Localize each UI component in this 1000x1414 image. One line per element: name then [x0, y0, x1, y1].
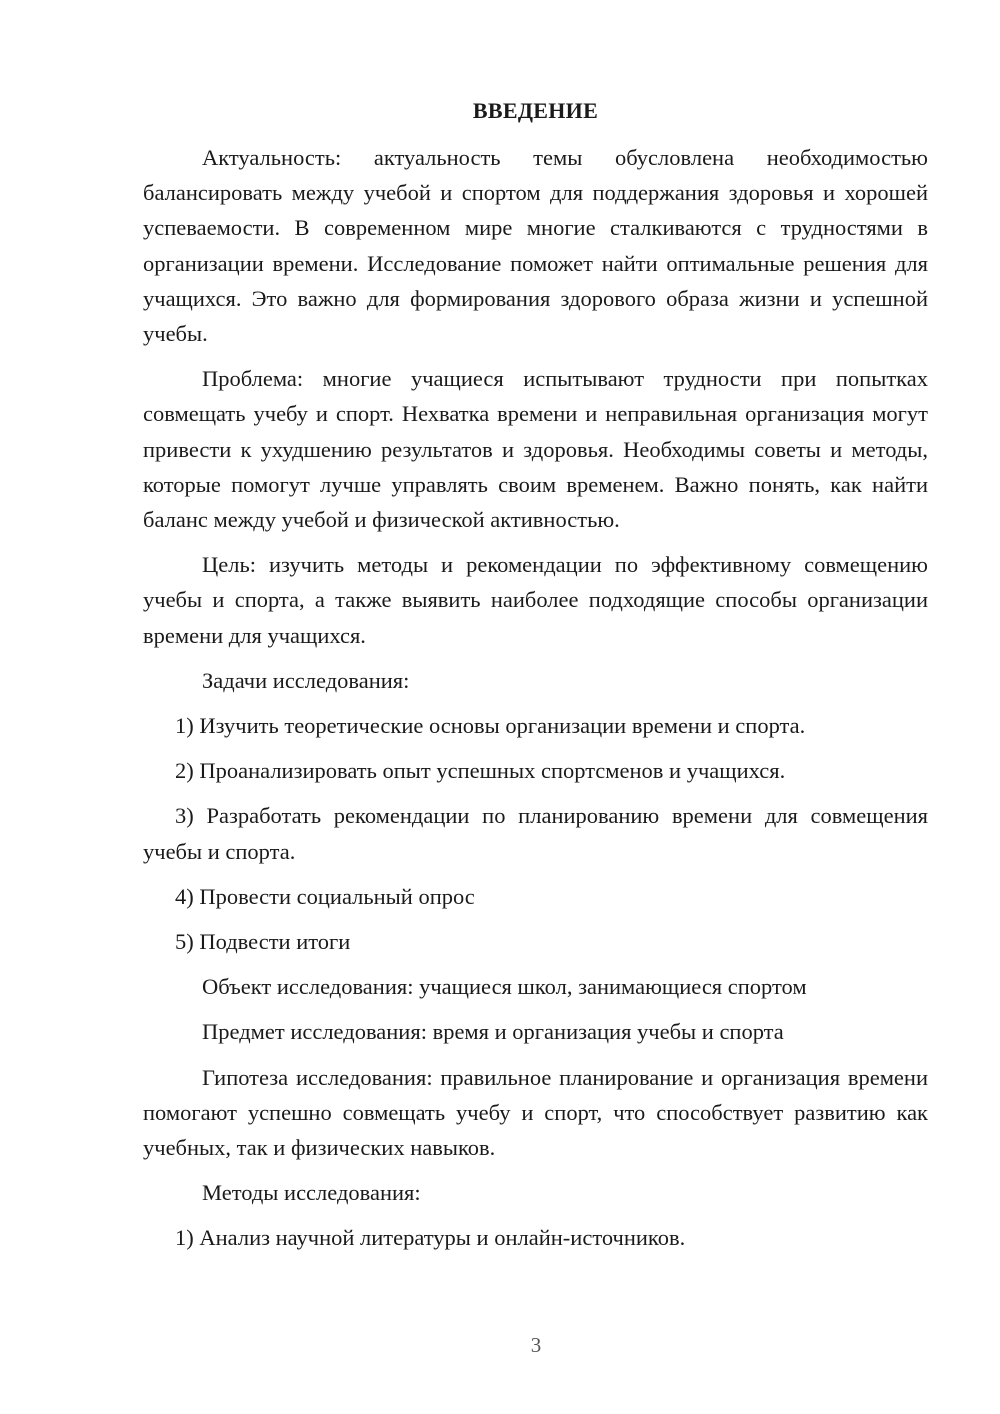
task-item: 3) Разработать рекомендации по планированию времени для совмещения учебы и спорта.: [143, 803, 928, 864]
paragraph-relevance: Актуальность: актуальность темы обусловлена необходимостью балансировать между учебой и спортом для поддержания здоровья и хорошей успеваемости. В современном мире многие сталкиваются с трудностями в организации времени. Исследование поможет найти оптимальные решения для учащихся. Это важно для формирования здорового образа жизни и успешной учебы.: [143, 145, 928, 347]
paragraph-goal: Цель: изучить методы и рекомендации по эффективному совмещению учебы и спорта, а также выявить наиболее подходящие способы организации времени для учащихся.: [143, 552, 928, 648]
research-object: Объект исследования: учащиеся школ, занимающиеся спортом: [202, 974, 807, 1000]
tasks-heading: Задачи исследования:: [202, 667, 410, 693]
page-content: [143, 97, 928, 1266]
method-item: 1) Анализ научной литературы и онлайн-источников.: [175, 1225, 686, 1251]
task-item: 2) Проанализировать опыт успешных спортсменов и учащихся.: [175, 758, 786, 784]
task-item: 4) Провести социальный опрос: [175, 883, 475, 909]
methods-heading: Методы исследования:: [202, 1180, 421, 1206]
section-title: ВВЕДЕНИЕ: [472, 98, 599, 123]
page-number: 3: [530, 1333, 542, 1357]
paragraph-problem: Проблема: многие учащиеся испытывают трудности при попытках совмещать учебу и спорт. Нехватка времени и неправильная организация могут привести к ухудшению результатов и здоровья. Необходимы советы и методы, которые помогут лучше управлять своим временем. Важно понять, как найти баланс между учебой и физической активностью.: [143, 366, 928, 533]
research-subject: Предмет исследования: время и организация учебы и спорта: [202, 1019, 784, 1045]
paragraph-hypothesis: Гипотеза исследования: правильное планирование и организация времени помогают успешно совмещать учебу и спорт, что способствует развитию как учебных, так и физических навыков.: [143, 1064, 928, 1161]
task-item: 5) Подвести итоги: [175, 929, 351, 955]
task-item: 1) Изучить теоретические основы организации времени и спорта.: [175, 713, 806, 739]
